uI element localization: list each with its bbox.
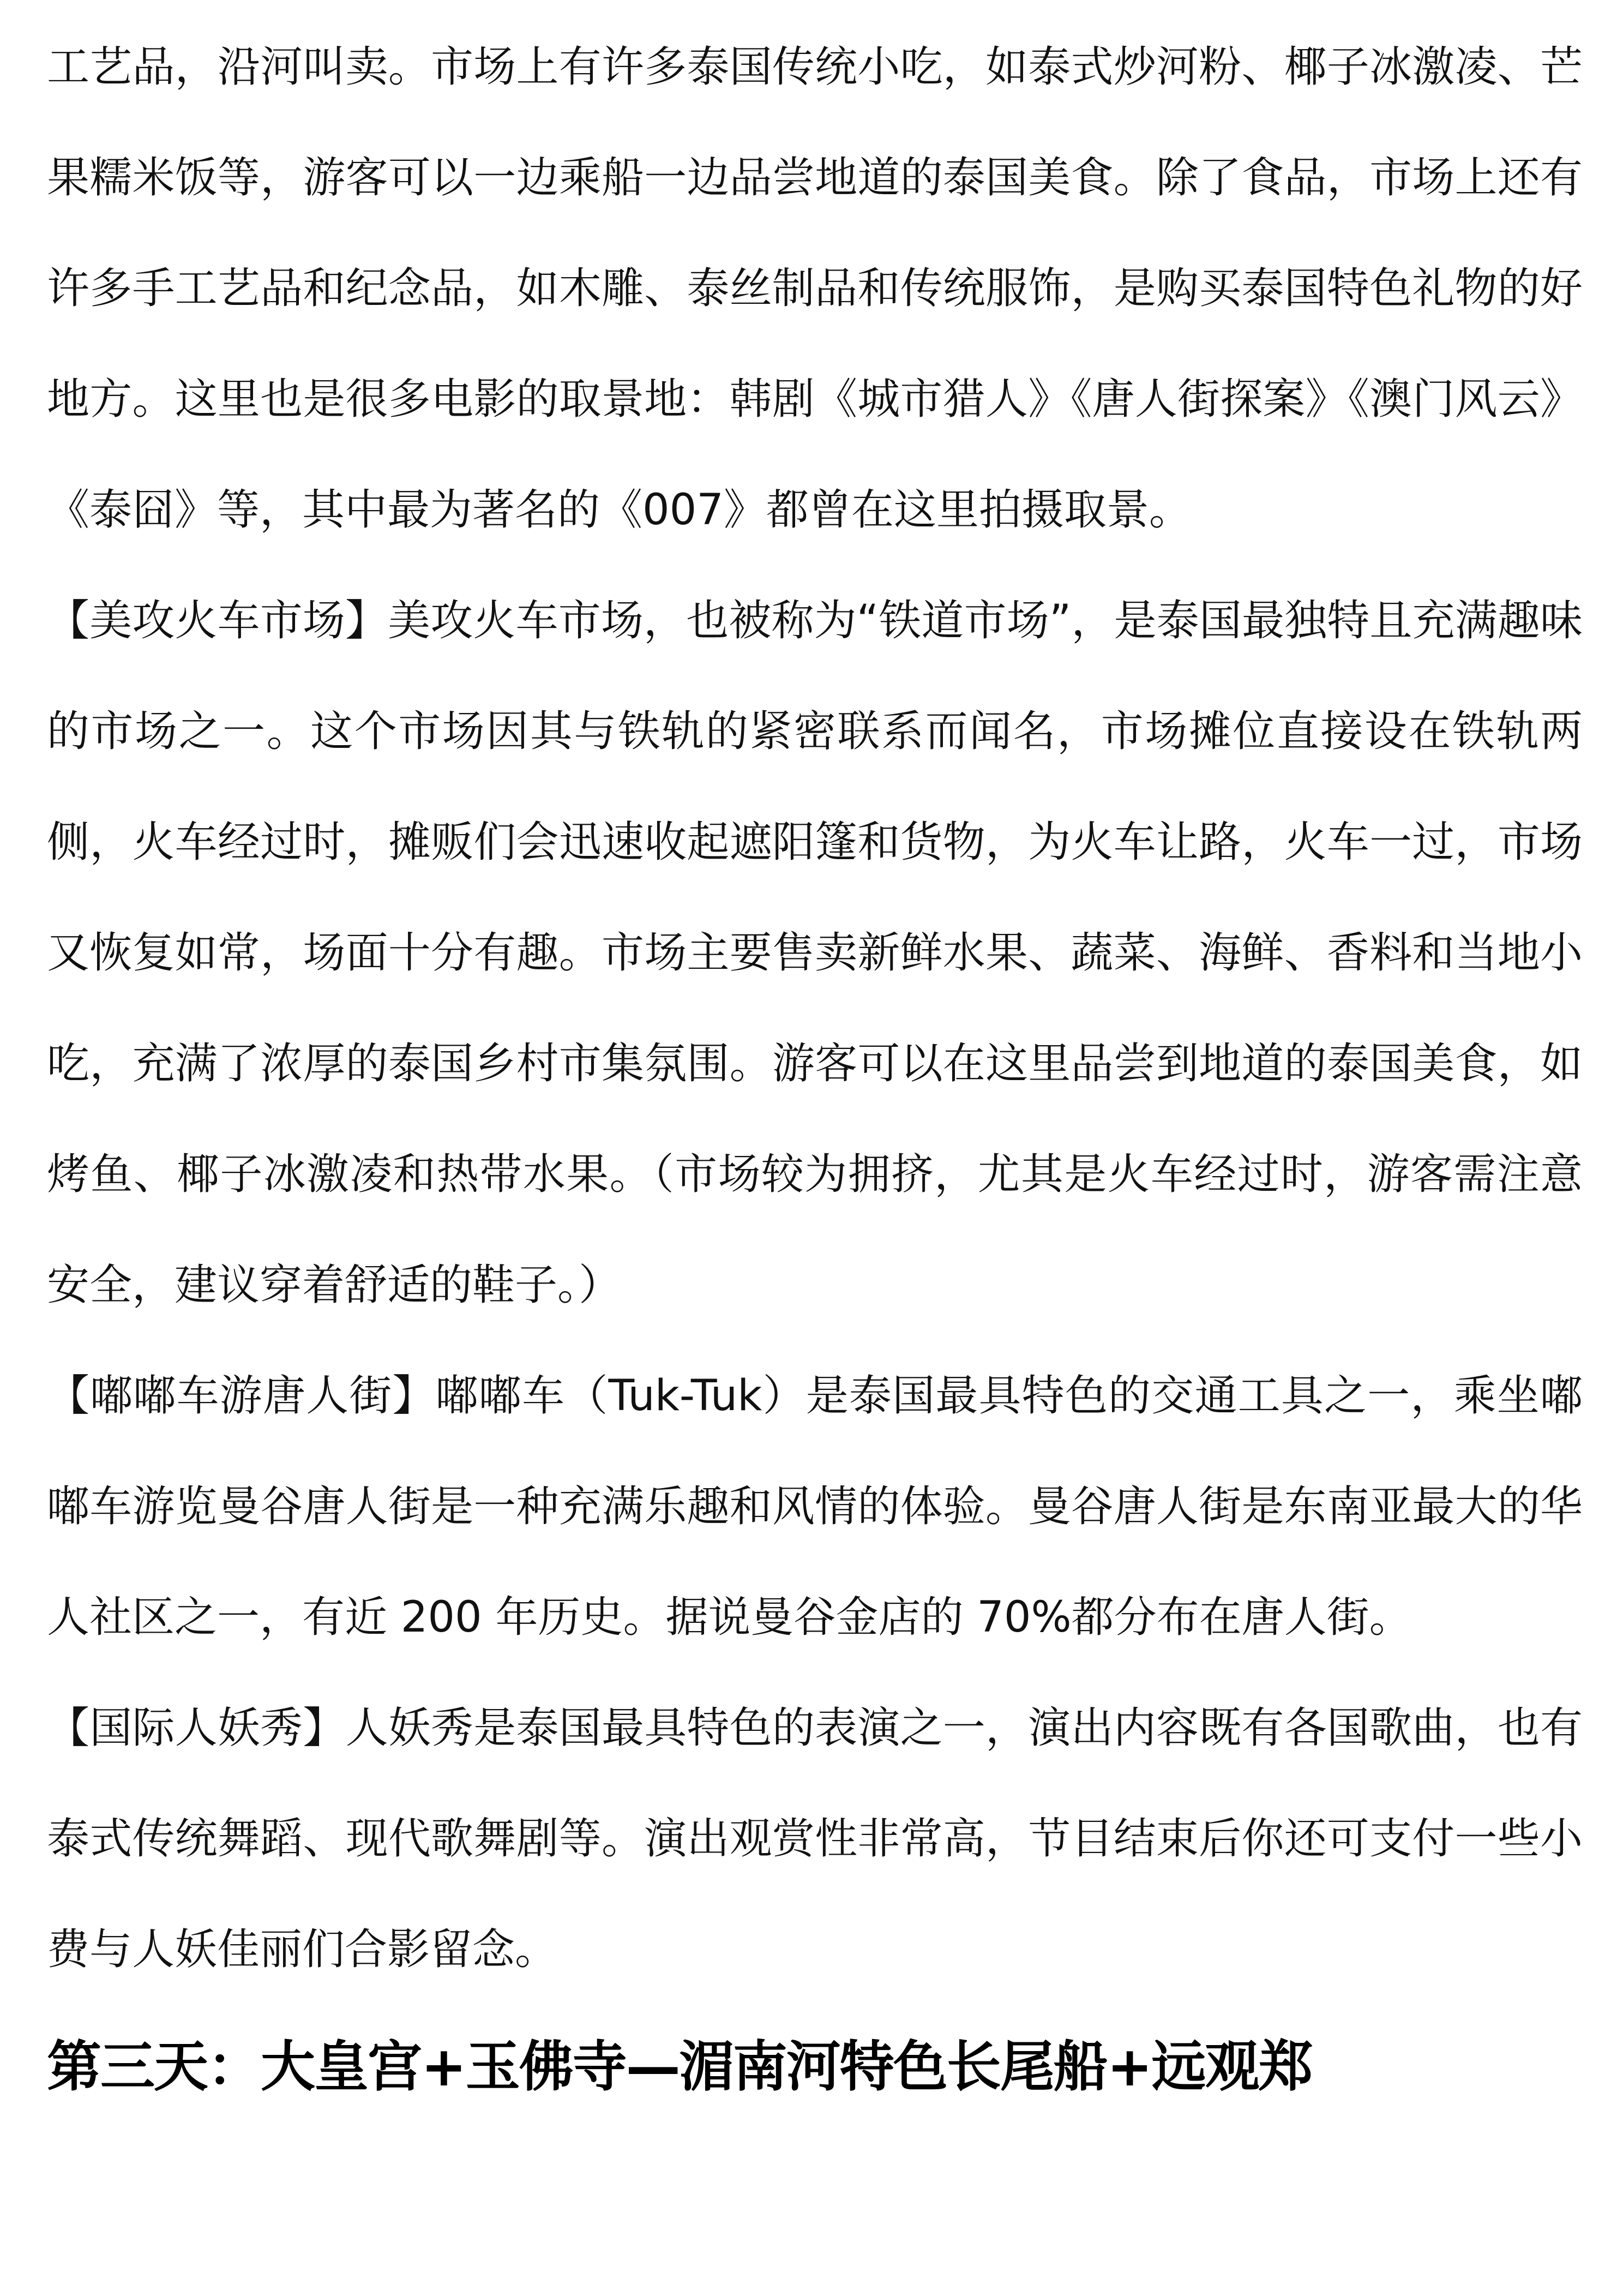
document-body (47, 12, 1583, 2128)
paragraph-railway-market: 【美攻火车市场】美攻火车市场，也被称为“铁道市场”，是泰国最独特且充满趣味的市场之一。这个市场因其与铁轨的紧密联系而闻名，市场摊位直接设在铁轨两侧，火车经过时，摊贩们会迅速收起遮阳篷和货物，为火车让路，火车一过，市场又恢复如常，场面十分有趣。市场主要售卖新鲜水果、蔬菜、海鲜、香料和当地小吃，充满了浓厚的泰国乡村市集氛围。游客可以在这里品尝到地道的泰国美食，如烤鱼、椰子冰激凌和热带水果。（市场较为拥挤，尤其是火车经过时，游客需注意安全，建议穿着舒适的鞋子。） (47, 596, 1583, 1310)
paragraph-tuk-tuk-chinatown: 【嘟嘟车游唐人街】嘟嘟车（Tuk-Tuk）是泰国最具特色的交通工具之一，乘坐嘟嘟车游览曼谷唐人街是一种充满乐趣和风情的体验。曼谷唐人街是东南亚最大的华人社区之一，有近 200 年历史。据说曼谷金店的 70%都分布在唐人街。 (47, 1371, 1583, 1642)
paragraph-floating-market: 工艺品，沿河叫卖。市场上有许多泰国传统小吃，如泰式炒河粉、椰子冰激凌、芒果糯米饭等，游客可以一边乘船一边品尝地道的泰国美食。除了食品，市场上还有许多手工艺品和纪念品，如木雕、泰丝制品和传统服饰，是购买泰国特色礼物的好地方。这里也是很多电影的取景地：韩剧《城市猎人》《唐人街探案》《澳门风云》《泰囧》等，其中最为著名的《007》都曾在这里拍摄取景。 (47, 43, 1583, 535)
paragraph-cabaret-show: 【国际人妖秀】人妖秀是泰国最具特色的表演之一，演出内容既有各国歌曲，也有泰式传统舞蹈、现代歌舞剧等。演出观赏性非常高，节目结束后你还可支付一些小费与人妖佳丽们合影留念。 (47, 1704, 1583, 1974)
day-three-heading: 第三天：大皇宫+玉佛寺—湄南河特色长尾船+远观郑 (47, 2035, 1312, 2099)
